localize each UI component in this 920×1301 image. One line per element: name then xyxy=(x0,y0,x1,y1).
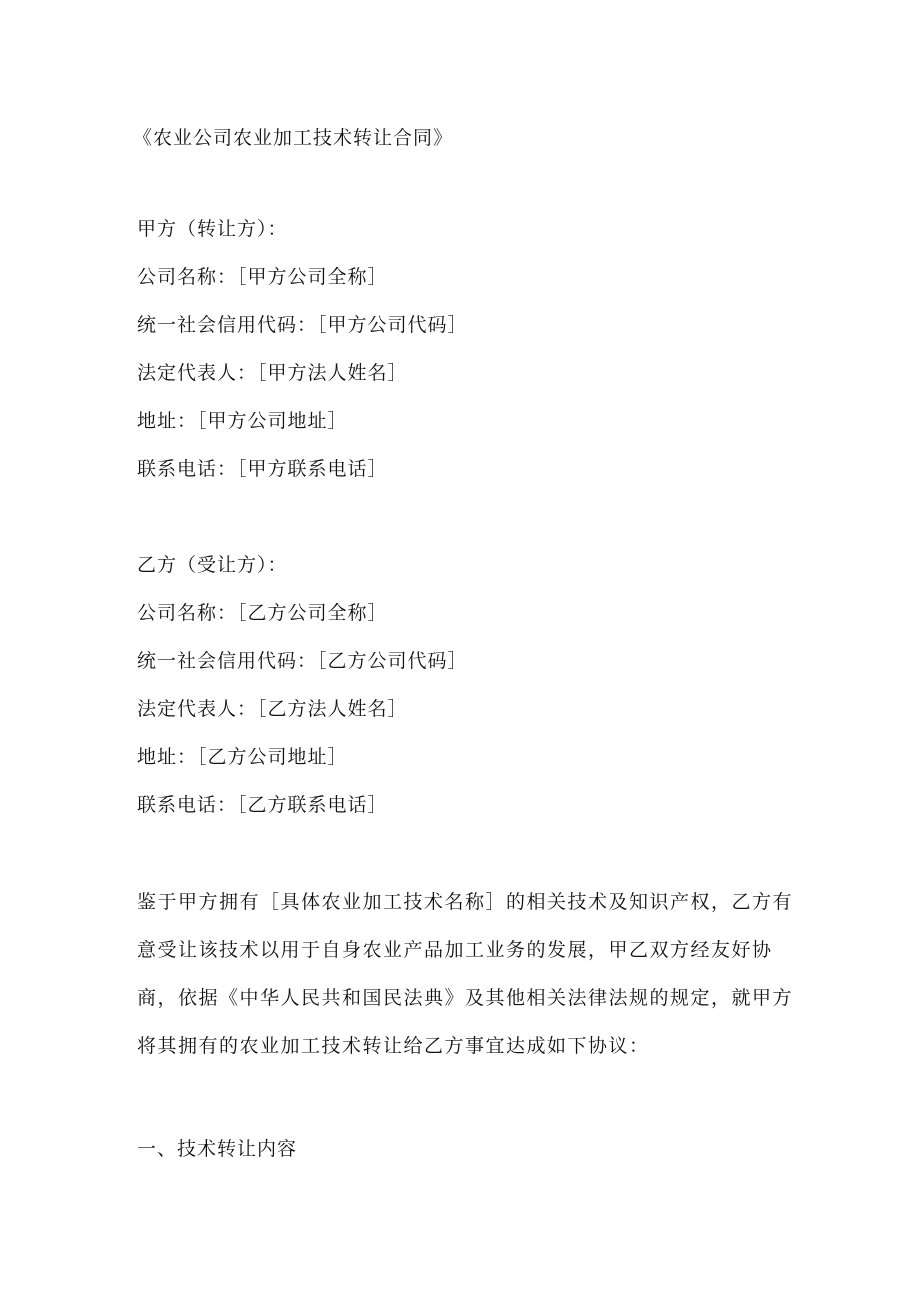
party-a-heading: 甲方（转让方）： xyxy=(137,218,288,240)
party-a-phone: 联系电话：［甲方联系电话］ xyxy=(137,458,388,480)
party-a-credit-code: 统一社会信用代码：［甲方公司代码］ xyxy=(137,314,468,336)
party-b-company-name: 公司名称：［乙方公司全称］ xyxy=(137,602,388,624)
party-b-credit-code: 统一社会信用代码：［乙方公司代码］ xyxy=(137,650,468,672)
party-b-legal-rep: 法定代表人：［乙方法人姓名］ xyxy=(137,698,408,720)
party-b-heading: 乙方（受让方）： xyxy=(137,554,288,576)
party-a-legal-rep: 法定代表人：［甲方法人姓名］ xyxy=(137,362,408,384)
party-b-address: 地址：［乙方公司地址］ xyxy=(137,746,348,768)
preamble-paragraph: 鉴于甲方拥有［具体农业加工技术名称］的相关技术及知识产权，乙方有意受让该技术以用于自身农业产品加工业务的发展，甲乙双方经友好协商，依据《中华人民共和国民法典》及其他相关法律法规的规定，就甲方将其拥有的农业加工技术转让给乙方事宜达成如下协议： xyxy=(137,891,794,1057)
party-a-address: 地址：［甲方公司地址］ xyxy=(137,410,348,432)
contract-title: 《农业公司农业加工技术转让合同》 xyxy=(133,127,454,149)
section-1-heading: 一、技术转让内容 xyxy=(137,1138,298,1160)
party-b-phone: 联系电话：［乙方联系电话］ xyxy=(137,794,388,816)
party-a-company-name: 公司名称：［甲方公司全称］ xyxy=(137,266,388,288)
